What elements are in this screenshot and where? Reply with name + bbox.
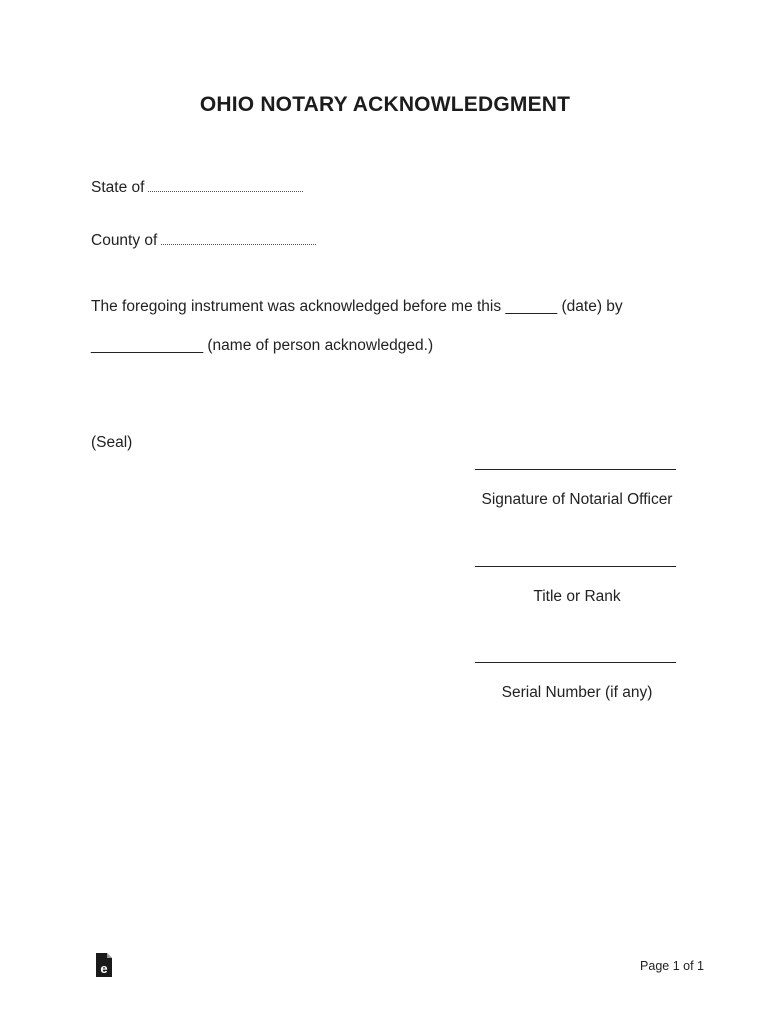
serial-number-line[interactable]: [475, 662, 676, 663]
person-text: (name of person acknowledged.): [207, 337, 434, 354]
title-rank-label: Title or Rank: [533, 588, 621, 605]
state-label: State of: [91, 179, 145, 196]
page-number: Page 1 of 1: [640, 959, 704, 973]
page-title: OHIO NOTARY ACKNOWLEDGMENT: [199, 93, 571, 116]
acknowledgment-line-1: [91, 298, 623, 316]
seal-label: (Seal): [91, 434, 133, 451]
acknowledgment-text-1: The foregoing instrument was acknowledged before me this: [91, 298, 502, 315]
state-line: [91, 177, 303, 197]
county-line: [91, 230, 316, 250]
eforms-logo-icon: [94, 952, 114, 978]
county-field[interactable]: [161, 230, 316, 245]
serial-number-label: Serial Number (if any): [501, 684, 653, 701]
signature-label: Signature of Notarial Officer: [481, 491, 673, 508]
date-blank[interactable]: ______: [505, 298, 558, 315]
signature-line[interactable]: [475, 469, 676, 470]
county-label: County of: [91, 232, 158, 249]
acknowledgment-line-2: [91, 337, 433, 355]
acknowledgment-text-2: (date) by: [561, 298, 623, 315]
title-rank-line[interactable]: [475, 566, 676, 567]
person-blank[interactable]: _____________: [91, 337, 204, 354]
state-field[interactable]: [148, 177, 303, 192]
svg-text:e: e: [100, 961, 108, 976]
